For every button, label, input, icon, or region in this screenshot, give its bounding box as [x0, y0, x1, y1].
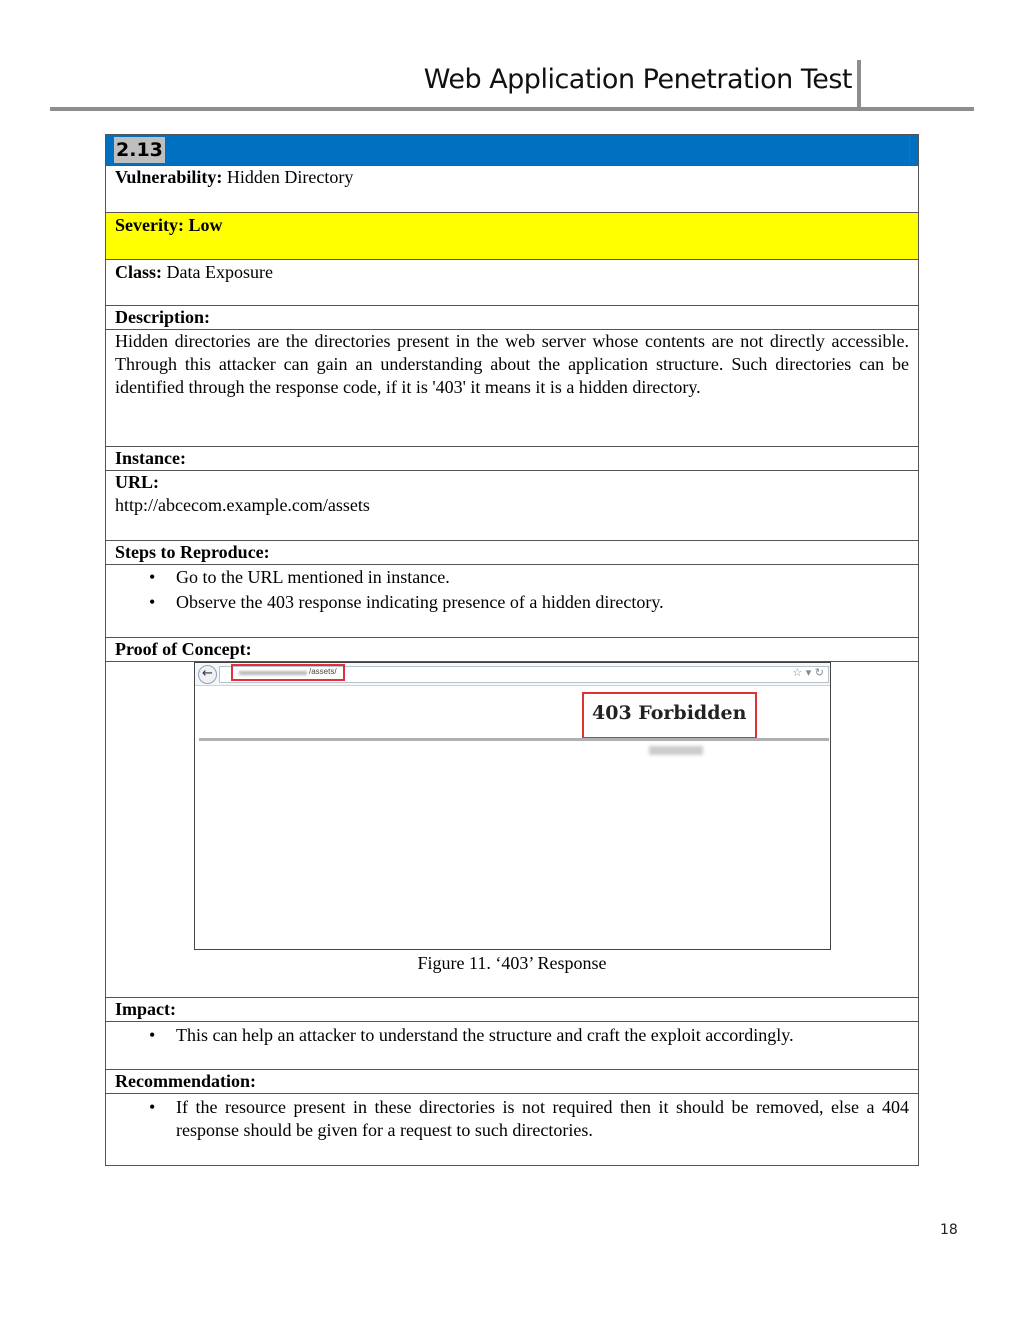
header-divider — [857, 60, 861, 108]
poc-heading-row — [106, 637, 918, 661]
instance-label: Instance: — [115, 448, 186, 468]
impact-label: Impact: — [115, 999, 176, 1019]
back-arrow-icon: ← — [198, 665, 217, 684]
list-item: • Observe the 403 response indicating presence of a hidden directory. — [115, 591, 909, 614]
description-label: Description: — [115, 307, 210, 327]
description-heading-row — [106, 305, 918, 329]
url-label: URL: — [115, 472, 159, 492]
url-highlight-box — [231, 664, 345, 681]
impact-list — [115, 1024, 909, 1047]
page-divider — [199, 738, 829, 741]
header-rule — [50, 107, 974, 111]
vulnerability-label: Vulnerability: — [115, 167, 223, 187]
instance-url: http://abcecom.example.com/assets — [115, 495, 370, 515]
recommendation-list — [115, 1096, 909, 1142]
document-header-title: Web Application Penetration Test — [423, 64, 852, 95]
bookmark-star-icon: ☆ ▾ ↻ — [792, 666, 824, 679]
class-label: Class: — [115, 262, 163, 282]
blurred-server-info — [649, 746, 703, 755]
steps-row — [106, 564, 918, 637]
list-item: • Go to the URL mentioned in instance. — [115, 566, 909, 589]
recommendation-heading-row — [106, 1069, 918, 1093]
figure-caption: Figure 11. ‘403’ Response — [417, 953, 607, 973]
finding-table — [105, 134, 919, 1166]
severity-value: Severity: Low — [115, 215, 223, 235]
recommendation-label: Recommendation: — [115, 1071, 256, 1091]
poc-label: Proof of Concept: — [115, 639, 252, 659]
class-row — [106, 259, 918, 305]
list-item: • If the resource present in these directories is not required then it should be removed, else a 404 response should be given for a request to such directories. — [115, 1096, 909, 1142]
description-text: Hidden directories are the directories present in the web server whose contents are not directly accessible. Through this attacker can gain an understanding about the application structure. Such directories can be identified through the response code, if it is '403' it means it is a hidden directory. — [115, 331, 909, 397]
list-item: • This can help an attacker to understand the structure and craft the exploit accordingly. — [115, 1024, 909, 1047]
poc-screenshot — [194, 662, 831, 950]
impact-row — [106, 1021, 918, 1069]
poc-row — [106, 661, 918, 997]
forbidden-highlight-box — [582, 692, 757, 739]
severity-row — [106, 212, 918, 259]
class-value: Data Exposure — [166, 262, 273, 282]
url-row — [106, 470, 918, 540]
impact-heading-row — [106, 997, 918, 1021]
instance-heading-row — [106, 446, 918, 470]
vulnerability-value: Hidden Directory — [226, 167, 354, 187]
recommendation-row — [106, 1093, 918, 1165]
steps-heading-row — [106, 540, 918, 564]
finding-number: 2.13 — [116, 139, 163, 161]
steps-list — [115, 566, 909, 614]
finding-number-row — [106, 135, 918, 165]
address-path: /assets/ — [309, 667, 337, 676]
description-row — [106, 329, 918, 446]
forbidden-heading: 403 Forbidden — [592, 702, 747, 724]
steps-label: Steps to Reproduce: — [115, 542, 270, 562]
page-number: 18 — [940, 1222, 958, 1238]
vulnerability-row — [106, 165, 918, 212]
